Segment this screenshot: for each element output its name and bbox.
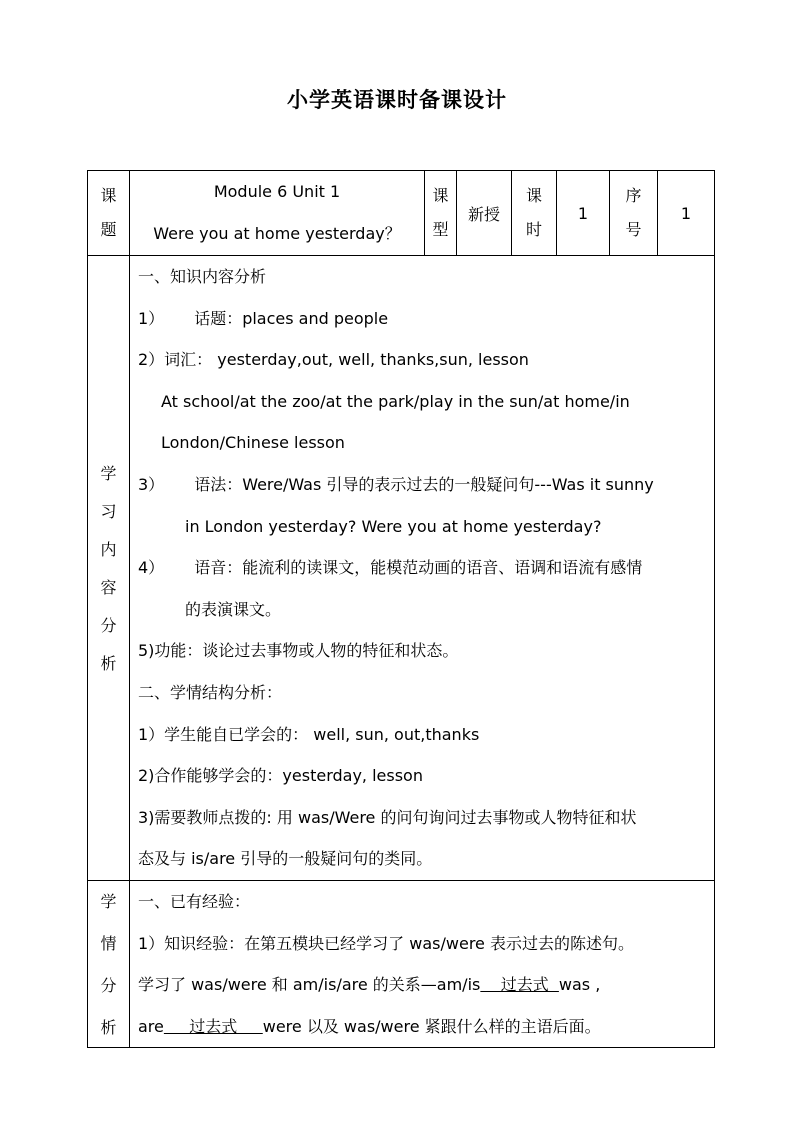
vocab-phrases: At school/at the zoo/at the park/play in the sun/at home/in	[161, 391, 630, 411]
label-char: 析	[100, 1018, 117, 1038]
label-char: 内	[100, 540, 117, 559]
type-value: 新授	[457, 171, 512, 256]
label-char: 析	[100, 654, 117, 673]
type-label-char: 型	[432, 220, 449, 239]
type-label-cell	[425, 171, 457, 256]
content-analysis-row	[88, 256, 715, 881]
header-row	[88, 171, 715, 256]
self-learn-item: 1）学生能自已学会的： well, sun, out,thanks	[138, 724, 480, 744]
label-char: 情	[100, 934, 117, 954]
page-title: 小学英语课时备课设计	[287, 88, 507, 112]
relation-line: are 过去式 were 以及 was/were 紧跟什么样的主语后面。	[138, 1016, 601, 1036]
period-label-char: 时	[525, 220, 542, 239]
section-heading: 一、已有经验：	[138, 892, 251, 911]
learner-analysis-body	[130, 881, 715, 1048]
topic-cell	[130, 171, 425, 256]
type-label-char: 课	[432, 186, 449, 205]
section-heading: 一、知识内容分析	[138, 267, 267, 286]
period-label-cell	[512, 171, 557, 256]
seq-label-char: 序	[625, 186, 642, 205]
function-item: 5)功能：谈论过去事物或人物的特征和状态。	[138, 641, 459, 661]
label-char: 分	[100, 976, 117, 996]
vocab-item: 2）词汇： yesterday,out, well, thanks,sun, lesson	[138, 350, 529, 370]
content-analysis-body	[130, 256, 715, 881]
learner-analysis-row	[88, 881, 715, 1048]
underlined-answer: 过去式	[480, 975, 559, 995]
content-analysis-label	[88, 256, 130, 881]
section-heading: 二、学情结构分析：	[138, 682, 283, 702]
vocab-phrases-cont: London/Chinese lesson	[161, 433, 345, 453]
learner-analysis-label	[88, 881, 130, 1048]
label-char: 分	[100, 616, 117, 635]
topic-line-1: Module 6 Unit 1	[213, 182, 341, 201]
phonetics-item: 4） 语音：能流利的读课文，能模范动画的语音、语调和语流有感情	[138, 558, 643, 578]
period-label-char: 课	[525, 186, 542, 205]
period-value: 1	[557, 171, 610, 256]
seq-value: 1	[658, 171, 715, 256]
label-char: 学	[100, 892, 117, 912]
seq-label-cell	[610, 171, 658, 256]
label-char: 习	[100, 502, 117, 521]
underlined-answer: 过去式	[163, 1016, 263, 1036]
phonetics-item-cont: 的表演课文。	[185, 599, 282, 619]
grammar-item: 3） 语法：Were/Was 引导的表示过去的一般疑问句---Was it sunny	[138, 474, 654, 494]
teacher-guide-item: 3)需要教师点拨的: 用 was/Were 的问句询问过去事物或人物特征和状	[138, 807, 637, 827]
experience-item: 1）知识经验：在第五模块已经学习了 was/were 表示过去的陈述句。	[138, 933, 634, 953]
relation-line: 学习了 was/were 和 am/is/are 的关系—am/is 过去式 was ,	[138, 975, 601, 995]
label-char: 学	[100, 464, 117, 483]
coop-learn-item: 2)合作能够学会的：yesterday, lesson	[138, 766, 423, 786]
grammar-item-cont: in London yesterday? Were you at home yesterday?	[185, 516, 602, 536]
lesson-plan-table	[87, 170, 715, 1048]
topic-label-cell	[88, 171, 130, 256]
topic-line-2: Were you at home yesterday？	[153, 224, 401, 243]
seq-label-char: 号	[625, 220, 642, 239]
label-char: 容	[100, 578, 117, 597]
teacher-guide-item-cont: 态及与 is/are 引导的一般疑问句的类同。	[138, 849, 433, 869]
topic-label-char: 题	[100, 220, 117, 239]
topic-label-char: 课	[100, 186, 117, 205]
topic-item: 1） 话题：places and people	[138, 308, 389, 328]
